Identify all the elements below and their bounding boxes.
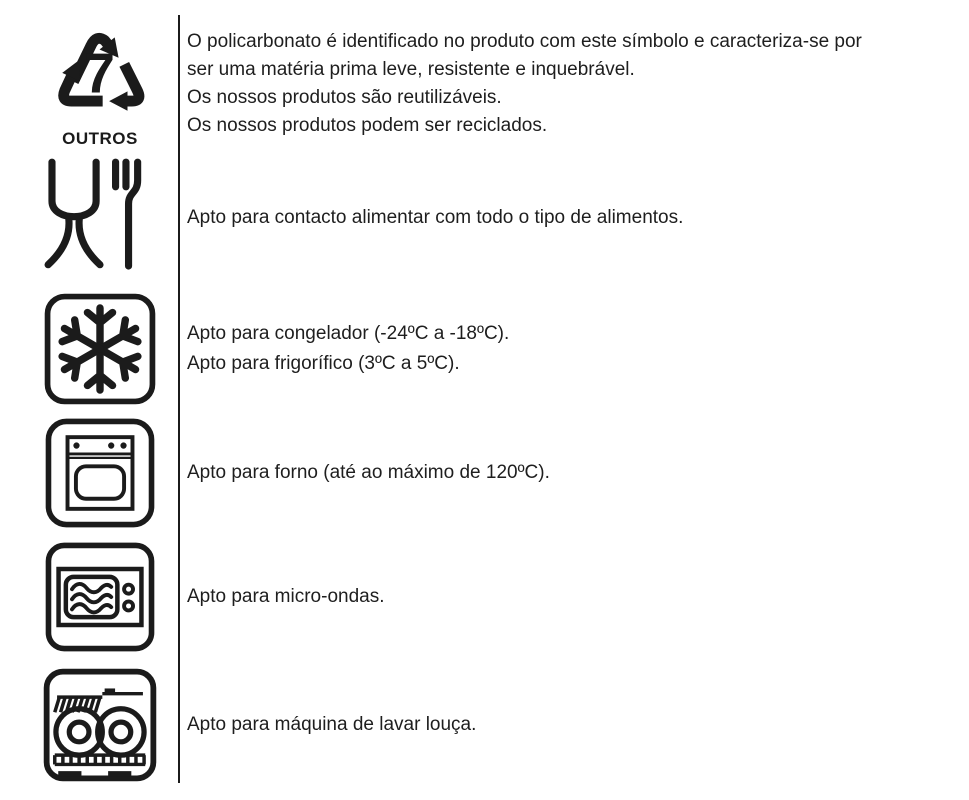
legend-row-food-contact xyxy=(0,155,969,281)
description-line: Apto para máquina de lavar louça. xyxy=(187,714,477,735)
description-freezer xyxy=(178,291,969,407)
legend-row-dishwasher xyxy=(0,666,969,784)
description-line: Apto para contacto alimentar com todo o tipo de alimentos. xyxy=(187,207,684,228)
legend-row-freezer xyxy=(0,291,969,407)
description-microwave xyxy=(178,540,969,654)
description-line: O policarbonato é identificado no produto com este símbolo e caracteriza-se por xyxy=(187,31,862,52)
oven-icon xyxy=(44,417,156,529)
description-line: Apto para forno (até ao máximo de 120ºC). xyxy=(187,462,550,483)
description-line: Apto para micro-ondas. xyxy=(187,586,385,607)
description-line: Apto para frigorífico (3ºC a 5ºC). xyxy=(187,353,460,374)
legend-row-oven xyxy=(0,416,969,530)
icon-cell xyxy=(0,155,178,281)
description-recycling xyxy=(178,15,969,153)
description-dishwasher xyxy=(178,666,969,784)
resin-code-number: 7 xyxy=(83,41,115,105)
icon-cell xyxy=(0,666,178,784)
description-line: Os nossos produtos são reutilizáveis. xyxy=(187,87,502,108)
recycling-7-icon xyxy=(43,19,158,127)
icon-cell xyxy=(0,15,178,153)
dishwasher-icon xyxy=(42,667,158,783)
description-oven xyxy=(178,416,969,530)
recycling-caption: OUTROS xyxy=(62,129,138,148)
legend-row-microwave xyxy=(0,540,969,654)
description-food-contact xyxy=(178,155,969,281)
food-contact-glass-fork-icon xyxy=(34,157,166,279)
description-line: ser uma matéria prima leve, resistente e inquebrável. xyxy=(187,59,635,80)
icon-cell xyxy=(0,540,178,654)
description-line: Apto para congelador (-24ºC a -18ºC). xyxy=(187,323,510,344)
description-line: Os nossos produtos podem ser reciclados. xyxy=(187,115,548,136)
legend-row-recycling xyxy=(0,15,969,153)
icon-cell xyxy=(0,291,178,407)
icon-cell xyxy=(0,416,178,530)
microwave-icon xyxy=(43,541,157,653)
freezer-snowflake-icon xyxy=(43,292,157,406)
